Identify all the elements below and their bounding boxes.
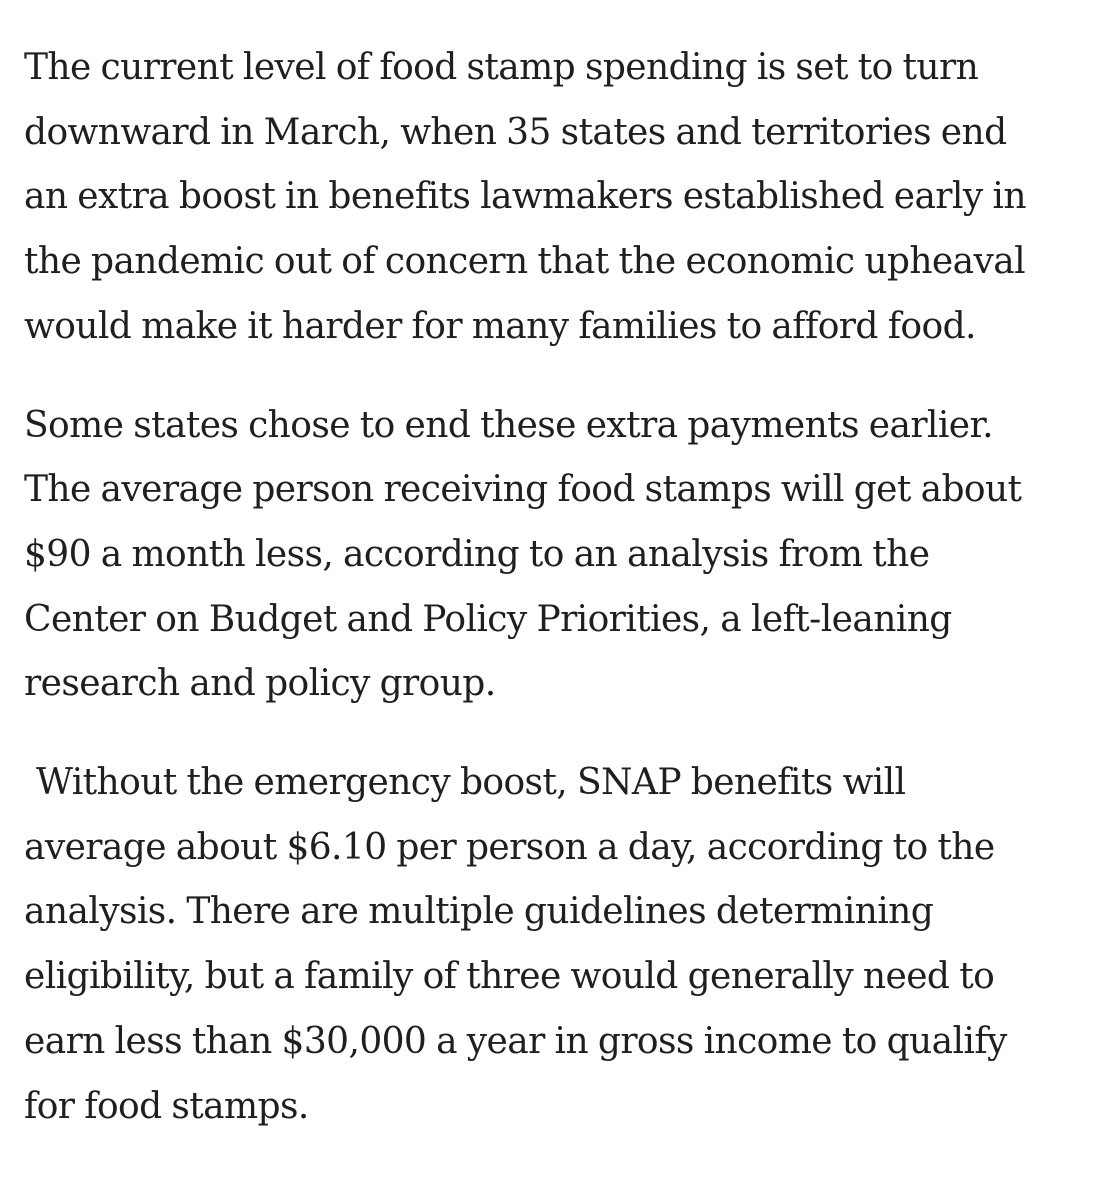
article-body bbox=[24, 36, 1084, 1173]
paragraph-eligibility: Without the emergency boost, SNAP benefits will average about $6.10 per person a day, according to the analysis. There are multiple guidelines determining eligibility, but a family of three would generally need to earn less than $30,000 a year in gross income to qualify for food stamps. bbox=[24, 762, 1007, 1127]
paragraph-snap-spending-decline: The current level of food stamp spending is set to turn downward in March, when 35 states and territories end an extra boost in benefits lawmakers established early in the pandemic out of concern that the economic upheaval would make it harder for many families to afford food. bbox=[24, 47, 1026, 347]
paragraph-benefit-reduction: Some states chose to end these extra payments earlier. The average person receiving food stamps will get about $90 a month less, according to an analysis from the Center on Budget and Policy Priorities, a left-leaning research and policy group. bbox=[24, 404, 1022, 705]
